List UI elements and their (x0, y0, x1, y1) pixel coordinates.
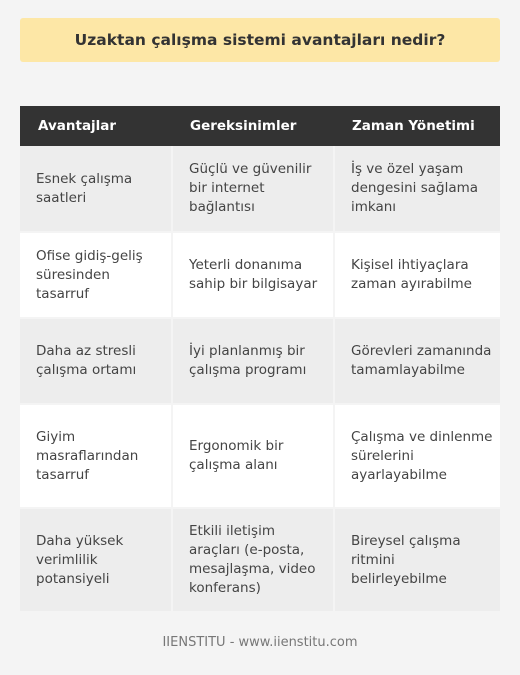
table-cell: Ofise gidiş-geliş süresinden tasarruf (20, 232, 172, 318)
table-cell: Yeterli donanıma sahip bir bilgisayar (172, 232, 334, 318)
title-banner (20, 18, 500, 62)
table-cell: Kişisel ihtiyaçlara zaman ayırabilme (334, 232, 500, 318)
table-cell: İyi planlanmış bir çalışma programı (172, 318, 334, 404)
table-cell: Ergonomik bir çalışma alanı (172, 404, 334, 508)
footer-credit: IIENSTITU - www.iienstitu.com (162, 635, 358, 650)
table-cell: Esnek çalışma saatleri (20, 146, 172, 232)
table-cell: İş ve özel yaşam dengesini sağlama imkanı (334, 146, 500, 232)
table-row (20, 318, 500, 404)
column-header-time-management: Zaman Yönetimi (334, 106, 500, 146)
table-cell: Daha yüksek verimlilik potansiyeli (20, 508, 172, 612)
table-row (20, 508, 500, 612)
table-cell: Çalışma ve dinlenme sürelerini ayarlayabilme (334, 404, 500, 508)
table-row (20, 232, 500, 318)
table-cell: Giyim masraflarından tasarruf (20, 404, 172, 508)
table-cell: Güçlü ve güvenilir bir internet bağlantısı (172, 146, 334, 232)
column-header-requirements: Gereksinimler (172, 106, 334, 146)
page-title: Uzaktan çalışma sistemi avantajları nedir? (74, 31, 446, 49)
table-row (20, 146, 500, 232)
table-row (20, 404, 500, 508)
advantages-table (20, 106, 500, 613)
table-cell: Bireysel çalışma ritmini belirleyebilme (334, 508, 500, 612)
table-cell: Görevleri zamanında tamamlayabilme (334, 318, 500, 404)
column-header-advantages: Avantajlar (20, 106, 172, 146)
table-cell: Daha az stresli çalışma ortamı (20, 318, 172, 404)
table-header-row (20, 106, 500, 146)
table-cell: Etkili iletişim araçları (e-posta, mesajlaşma, video konferans) (172, 508, 334, 612)
